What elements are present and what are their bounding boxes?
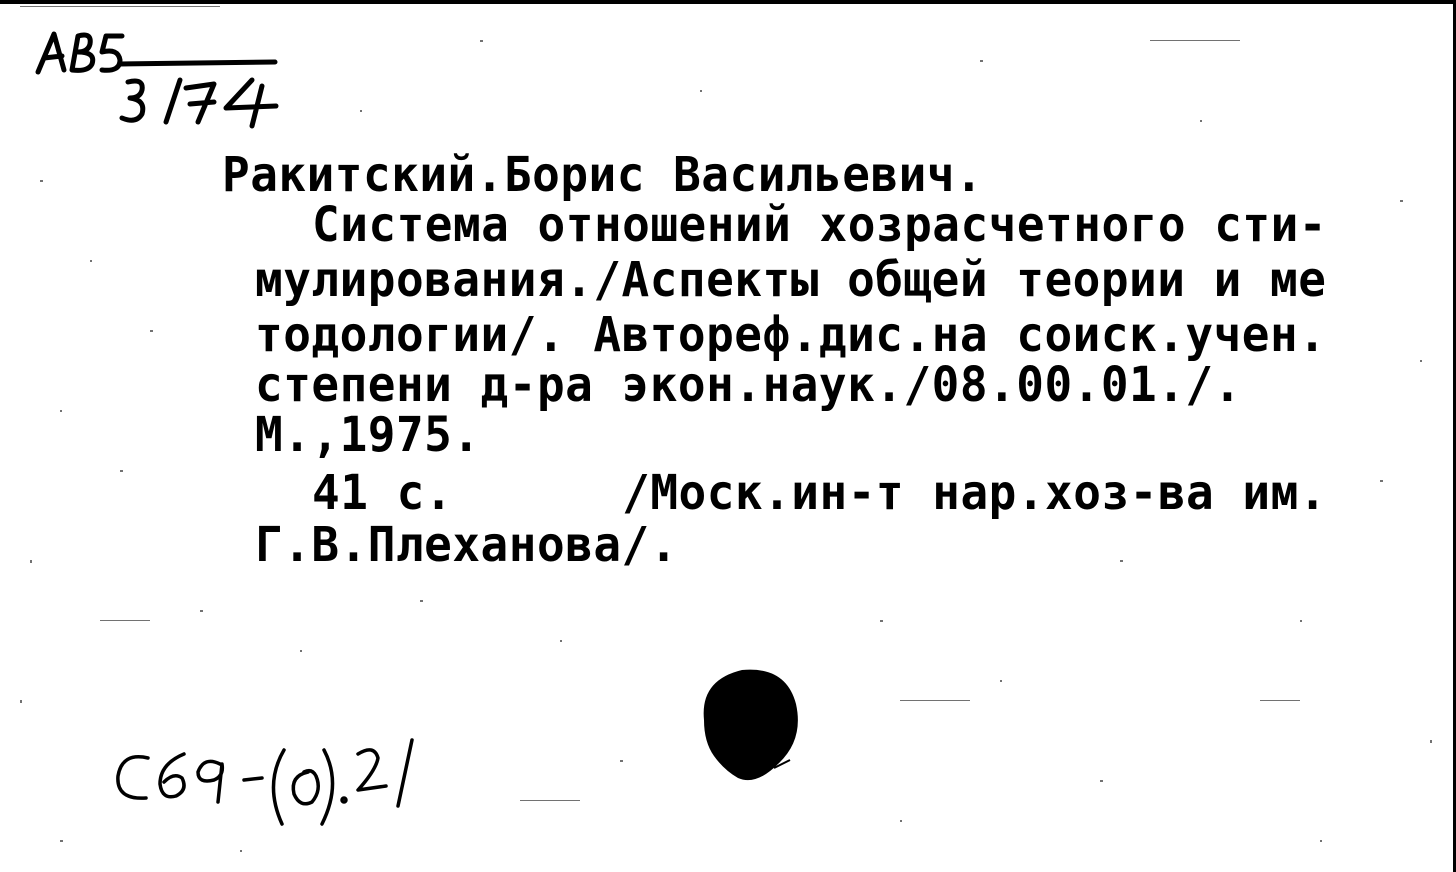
description-line-1: Система отношений хозрасчетного сти- <box>312 195 1327 253</box>
description-line-3: тодологии/. Автореф.дис.на соиск.учен. <box>255 305 1327 363</box>
author-heading: Ракитский.Борис Васильевич. <box>222 145 984 203</box>
punch-hole <box>694 660 804 790</box>
handwritten-call-number <box>112 728 492 838</box>
imprint-line: М.,1975. <box>255 405 481 463</box>
publisher-line-2: Г.В.Плеханова/. <box>255 515 678 573</box>
description-line-4: степени д-ра экон.наук./08.00.01./. <box>255 355 1242 413</box>
description-line-2: мулирования./Аспекты общей теории и ме <box>255 250 1327 308</box>
handwritten-shelfmark <box>30 22 290 142</box>
pagination-publisher-line: 41 с. /Моск.ин-т нар.хоз-ва им. <box>312 463 1327 521</box>
card-top-edge <box>0 0 1456 4</box>
